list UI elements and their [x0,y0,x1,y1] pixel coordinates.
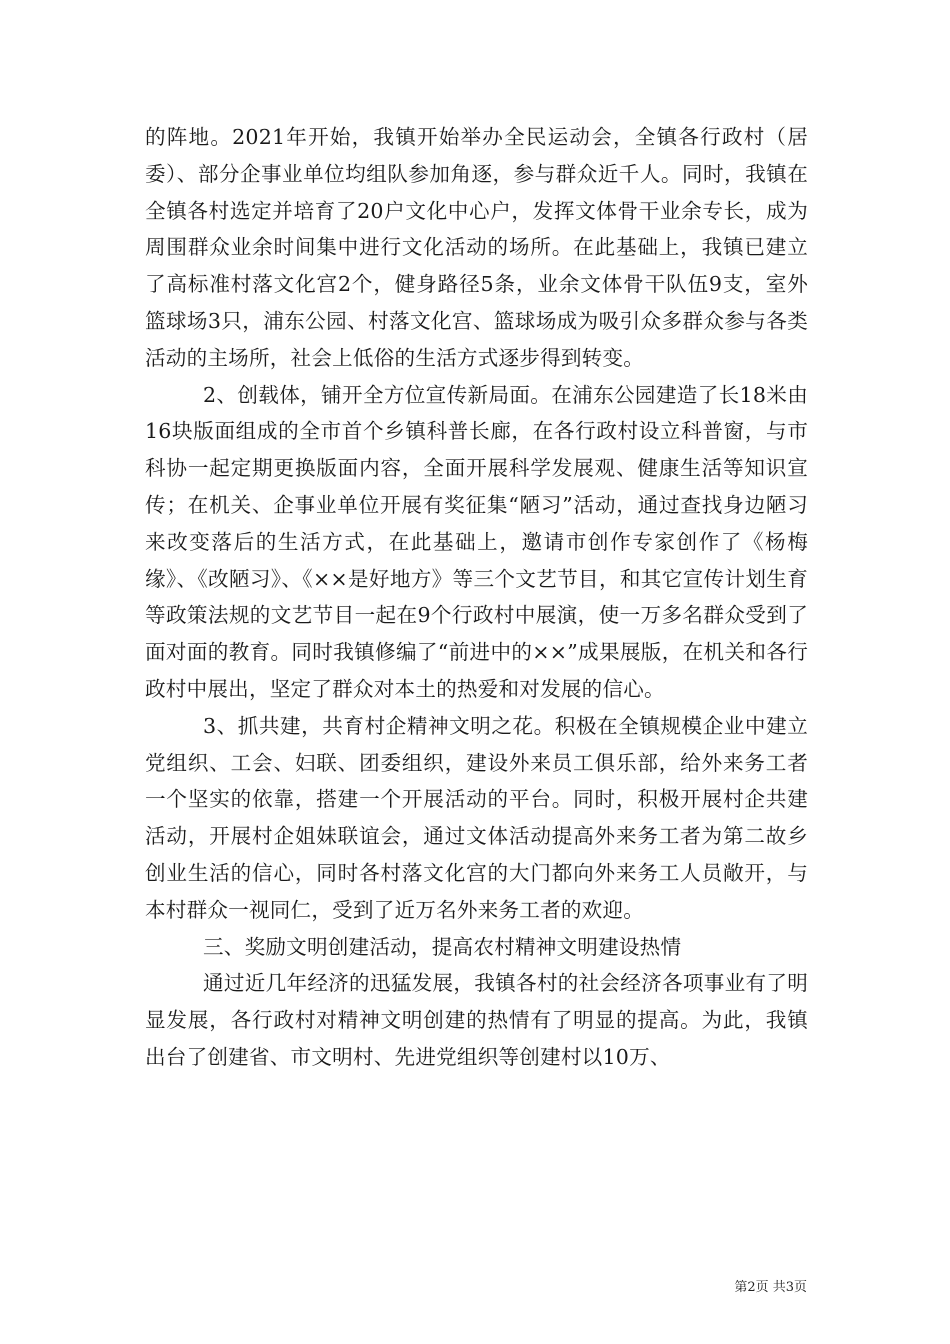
paragraph-item-3: 3、抓共建，共育村企精神文明之花。积极在全镇规模企业中建立党组织、工会、妇联、团委组织，建设外来员工俱乐部，给外来务工者一个坚实的依靠，搭建一个开展活动的平台。同时，积极开展村企共建活动，开展村企姐妹联谊会，通过文体活动提高外来务工者为第二故乡创业生活的信心，同时各村落文化宫的大门都向外来务工人员敞开，与本村群众一视同仁，受到了近万名外来务工者的欢迎。 [145,713,808,922]
paragraph-continuation: 的阵地。2021年开始，我镇开始举办全民运动会，全镇各行政村（居委）、部分企事业单位均组队参加角逐，参与群众近千人。同时，我镇在全镇各村选定并培育了20户文化中心户，发挥文体骨干业余专长，成为周围群众业余时间集中进行文化活动的场所。在此基础上，我镇已建立了高标准村落文化宫2个，健身路径5条，业余文体骨干队伍9支，室外篮球场3只，浦东公园、村落文化宫、篮球场成为吸引众多群众参与各类活动的主场所，社会上低俗的生活方式逐步得到转变。 [145,125,808,370]
document-body [145,119,808,1076]
section-heading: 三、奖励文明创建活动，提高农村精神文明建设热情 [203,934,682,959]
paragraph-item-2: 2、创载体，铺开全方位宣传新局面。在浦东公园建造了长18米由16块版面组成的全市首个乡镇科普长廊，在各行政村设立科普窗，与市科协一起定期更换版面内容，全面开展科学发展观、健康生活等知识宣传；在机关、企事业单位开展有奖征集“陋习”活动，通过查找身边陋习来改变落后的生活方式，在此基础上，邀请市创作专家创作了《杨梅缘》、《改陋习》、《××是好地方》等三个文艺节目，和其它宣传计划生育等政策法规的文艺节目一起在9个行政村中展演，使一万多名群众受到了面对面的教育。同时我镇修编了“前进中的××”成果展版，在机关和各行政村中展出，坚定了群众对本土的热爱和对发展的信心。 [145,382,808,701]
page-number: 第2页 共3页 [734,1280,807,1295]
paragraph-section-body: 通过近几年经济的迅猛发展，我镇各村的社会经济各项事业有了明显发展，各行政村对精神文明创建的热情有了明显的提高。为此，我镇出台了创建省、市文明村、先进党组织等创建村以10万、 [145,971,808,1069]
